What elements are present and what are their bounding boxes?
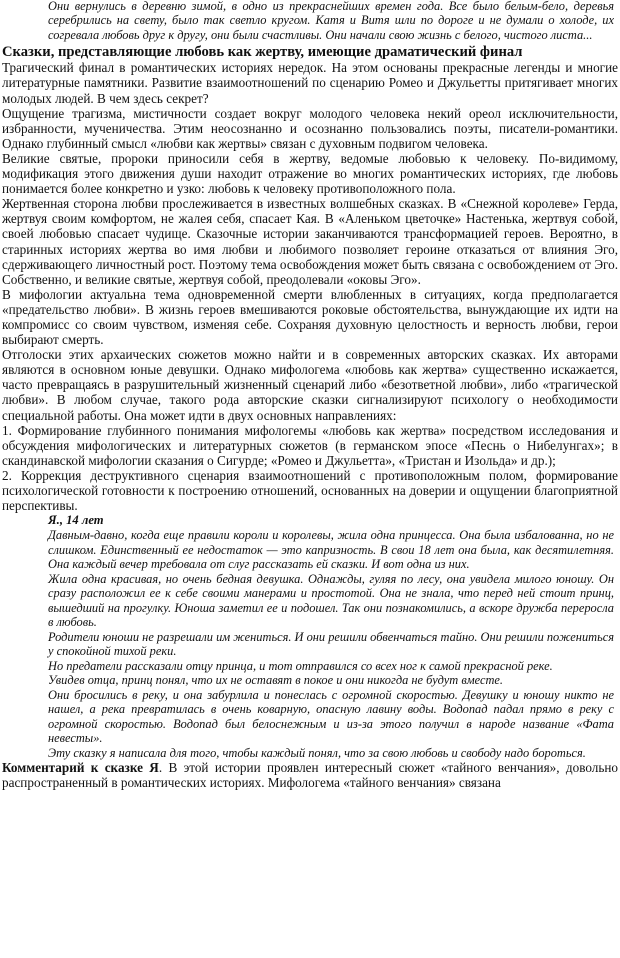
intro-paragraph: Они вернулись в деревню зимой, в одно из прекраснейших времен года. Все было белым-бело, деревья серебрились на свету, было так светло кругом. Катя и Витя шли по дороге и не думали о холоде, их согревала любовь друг к другу, они были счастливы. Они начали свою жизнь с белого, чистого листа... — [48, 0, 614, 42]
body-paragraph: Ощущение трагизма, мистичности создает вокруг молодого человека некий ореол исключительности, избранности, мученичества. Этим неосознанно и осознанно пользовались поэты, писатели-романтики. Однако глубинный смысл «любви как жертвы» связан с духовным подвигом человека. — [2, 105, 618, 151]
body-paragraph: Жертвенная сторона любви прослеживается в известных волшебных сказках. В «Снежной королеве» Герда, жертвуя своим комфортом, не жалея себя, спасает Кая. В «Аленьком цветочке» Настенька, жертвуя собой, своей любовью спасает чудище. Сказочные истории заканчиваются трансформацией героев. Вероятно, в старинных историях жертва во имя любви и любимого позволяет героине отказаться от влияния Эго, сдерживающего личностный рост. Поэтому тема освобождения может быть связана с освобождением от Эго. Собственно, и великие святые, жертвуя собой, преодолевали «оковы Эго». — [2, 196, 618, 287]
story-paragraph: Эту сказку я написала для того, чтобы каждый понял, что за свою любовь и свободу надо бороться. — [48, 745, 586, 760]
list-item: 1. Формирование глубинного понимания мифологемы «любовь как жертва» посредством исследования и обсуждения мифологических и литературных сюжетов (в германском эпосе «Песнь о Нибелунгах»; в скандинавской мифологии сказания о Сигурде; «Ромео и Джульетта», «Тристан и Изольда» и др.); — [2, 422, 618, 468]
section-heading: Сказки, представляющие любовь как жертву, имеющие драматический финал — [2, 43, 523, 60]
body-paragraph: Великие святые, пророки приносили себя в жертву, ведомые любовью к человеку. По-видимому, модификация этого движения души находит отражение во многих романтических историях, где любовь понимается более конкретно и узко: любовь к человеку противоположного пола. — [2, 150, 618, 197]
body-paragraph: Отголоски этих архаических сюжетов можно найти и в современных авторских сказках. Их авторами являются в основном юные девушки. Однако мифологема «любовь как жертва» существенно искажается, часто превращаясь в разрушительный жизненный сценарий либо «безответной любви», либо «трагической любви». В любом случае, такого рода авторские сказки сигнализируют психологу о необходимости специальной работы. Она может идти в двух основных направлениях: — [2, 347, 618, 423]
list-item: 2. Коррекция деструктивного сценария взаимоотношений с противоположным полом, формирование психологической готовности к построению отношений, основанных на доверии и ощущении благоприятной перспективы. — [2, 467, 618, 514]
comment-text: . В этой истории проявлен интересный сюжет «тайного венчания», довольно распространенный в романтических историях. Мифологема «тайного венчания» связана — [2, 760, 618, 791]
body-paragraph: В мифологии актуальна тема одновременной смерти влюбленных в ситуациях, когда предполагается «предательство любви». В жизнь героев вмешиваются роковые обстоятельства, вынуждающие их идти на компромисс со своим чувством, изменяя себе. Сохраняя духовную целостность и верность любви, герои выбирают смерть. — [2, 286, 618, 348]
story-paragraph: Увидев отца, принц понял, что их не оставят в покое и они никогда не будут вместе. — [48, 673, 503, 688]
body-paragraph: Трагический финал в романтических историях нередок. На этом основаны прекрасные легенды и многие литературные памятники. Развитие взаимоотношений по сценарию Ромео и Джульетты притягивает многих молодых людей. В чем здесь секрет? — [2, 60, 618, 106]
story-paragraph: Но предатели рассказали отцу принца, и тот отправился со всех ног к самой прекрасной реке. — [48, 658, 553, 673]
story-paragraph: Родители юноши не разрешали им жениться. И они решили обвенчаться тайно. Они решили пожениться у спокойной тихой реки. — [48, 629, 614, 659]
comment-paragraph — [2, 760, 618, 790]
story-author: Я., 14 лет — [48, 513, 104, 528]
comment-label: Комментарий к сказке Я — [2, 760, 159, 776]
story-paragraph: Давным-давно, когда еще правили короли и королевы, жила одна принцесса. Она была избалованна, но не слишком. Единственный ее недостаток — это капризность. В свои 18 лет она была, как десятилетняя. Она каждый вечер требовала от слуг рассказать ей сказки. И вот одна из них. — [48, 528, 614, 572]
story-paragraph: Жила одна красивая, но очень бедная девушка. Однажды, гуляя по лесу, она увидела милого юношу. Он сразу расположил ее к себе своими манерами и простотой. Она не знала, что перед ней стоит принц, вышедший на прогулку. Юноша заметил ее и подошел. Так они познакомились, а вскоре дружба переросла в любовь. — [48, 571, 614, 630]
story-paragraph: Они бросились в реку, и она забурлила и понеслась с огромной скоростью. Девушку и юношу никто не нашел, а река превратилась в очень коварную, опасную лавину воды. Водопад падал прямо в реку с огромной скоростью. Водопад был белоснежным и из-за этого получил в народе название «Фата невесты». — [48, 687, 614, 746]
